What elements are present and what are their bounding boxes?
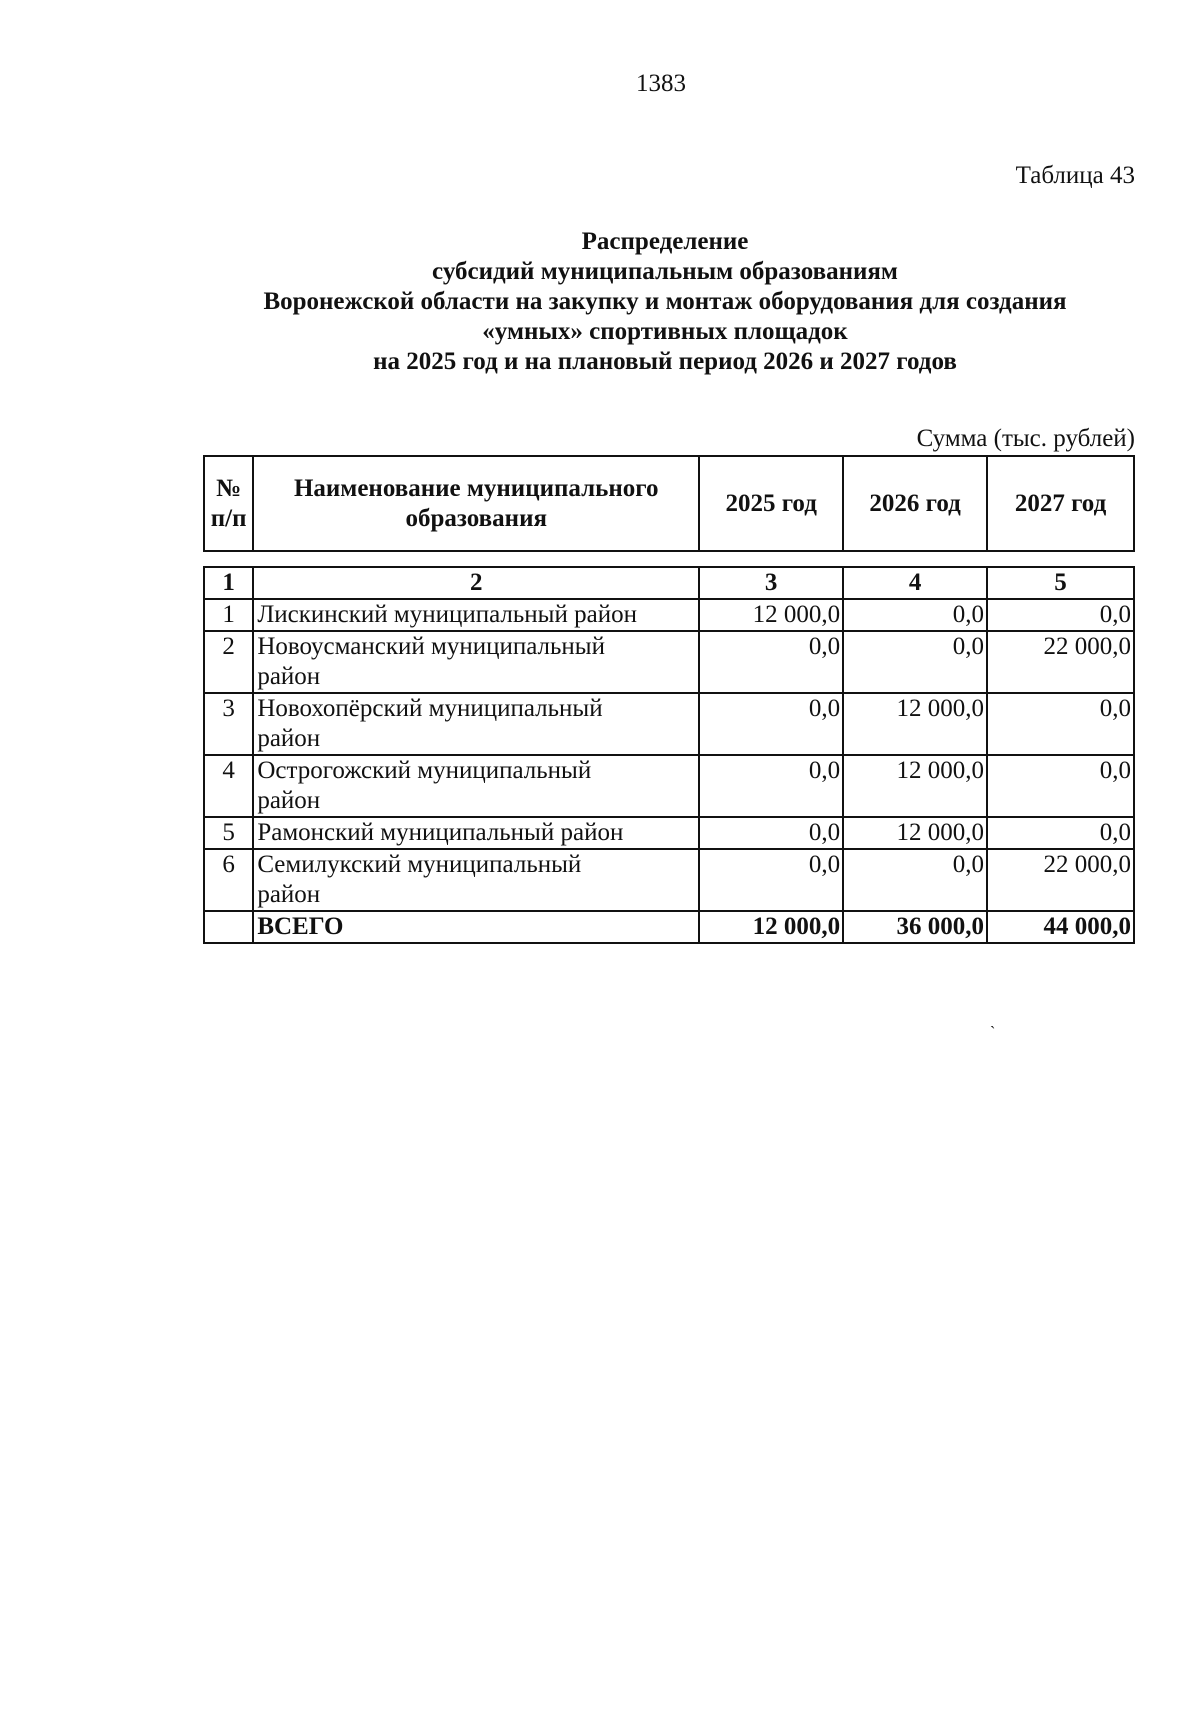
table-row — [204, 849, 1134, 911]
row-name — [253, 693, 699, 755]
row-name — [253, 631, 699, 693]
document-title — [160, 227, 1170, 377]
header-num-line2: п/п — [210, 504, 247, 532]
table-row — [204, 817, 1134, 849]
header-2026: 2026 год — [843, 456, 987, 551]
column-number: 5 — [987, 567, 1134, 599]
value-2025: 0,0 — [699, 631, 843, 693]
header-num-line1: № — [216, 474, 242, 502]
value-2026: 12 000,0 — [843, 693, 987, 755]
value-2026: 0,0 — [843, 599, 987, 631]
total-label: ВСЕГО — [253, 911, 699, 943]
value-2026: 12 000,0 — [843, 755, 987, 817]
column-number-row — [204, 567, 1134, 599]
value-2025: 0,0 — [699, 817, 843, 849]
header-2027: 2027 год — [987, 456, 1134, 551]
title-line: на 2025 год и на плановый период 2026 и 2027 годов — [373, 348, 957, 375]
row-number: 6 — [204, 849, 253, 911]
row-name-line1: Новохопёрский муниципальный — [257, 695, 603, 722]
row-number: 5 — [204, 817, 253, 849]
row-name — [253, 849, 699, 911]
column-number: 3 — [699, 567, 843, 599]
row-number: 4 — [204, 755, 253, 817]
row-name — [253, 817, 699, 849]
page-number: 1383 — [636, 70, 686, 97]
row-name — [253, 755, 699, 817]
title-line: Воронежской области на закупку и монтаж оборудования для создания — [263, 288, 1067, 315]
column-number: 1 — [204, 567, 253, 599]
value-2026: 12 000,0 — [843, 817, 987, 849]
total-2026: 36 000,0 — [843, 911, 987, 943]
row-number: 3 — [204, 693, 253, 755]
row-name-line1: Семилукский муниципальный — [257, 851, 582, 878]
data-table — [203, 566, 1135, 944]
value-2025: 0,0 — [699, 693, 843, 755]
value-2026: 0,0 — [843, 631, 987, 693]
table-header — [203, 455, 1135, 552]
title-line: Распределение — [581, 228, 749, 255]
title-line: субсидий муниципальным образованиям — [432, 258, 898, 285]
total-2027: 44 000,0 — [987, 911, 1134, 943]
header-2025: 2025 год — [699, 456, 843, 551]
value-2025: 12 000,0 — [699, 599, 843, 631]
row-name-line1: Новоусманский муниципальный — [257, 633, 605, 660]
stray-mark: ˏ — [990, 1012, 996, 1029]
header-name-line1: Наименование муниципального — [293, 474, 659, 502]
header-num — [204, 456, 253, 551]
header-name-line2: образования — [405, 504, 548, 532]
value-2027: 0,0 — [987, 817, 1134, 849]
table-row — [204, 631, 1134, 693]
value-2027: 0,0 — [987, 599, 1134, 631]
total-row — [204, 911, 1134, 943]
header-row — [204, 456, 1134, 551]
row-name-line2: район — [257, 787, 321, 814]
table-row — [204, 599, 1134, 631]
column-number: 2 — [253, 567, 699, 599]
value-2027: 0,0 — [987, 755, 1134, 817]
row-number: 1 — [204, 599, 253, 631]
row-number: 2 — [204, 631, 253, 693]
unit-note: Сумма (тыс. рублей) — [916, 425, 1135, 452]
value-2025: 0,0 — [699, 755, 843, 817]
table-row — [204, 693, 1134, 755]
value-2027: 22 000,0 — [987, 849, 1134, 911]
row-name-line1: Лискинский муниципальный район — [257, 601, 637, 628]
header-name — [253, 456, 699, 551]
value-2026: 0,0 — [843, 849, 987, 911]
value-2025: 0,0 — [699, 849, 843, 911]
value-2027: 0,0 — [987, 693, 1134, 755]
row-name-line2: район — [257, 663, 321, 690]
row-name-line2: район — [257, 881, 321, 908]
row-name-line1: Острогожский муниципальный — [257, 757, 592, 784]
table-label: Таблица 43 — [1015, 162, 1135, 189]
total-2025: 12 000,0 — [699, 911, 843, 943]
column-number: 4 — [843, 567, 987, 599]
title-line: «умных» спортивных площадок — [482, 318, 848, 345]
value-2027: 22 000,0 — [987, 631, 1134, 693]
total-empty — [204, 911, 253, 943]
row-name-line1: Рамонский муниципальный район — [257, 819, 624, 846]
row-name-line2: район — [257, 725, 321, 752]
table-row — [204, 755, 1134, 817]
row-name — [253, 599, 699, 631]
